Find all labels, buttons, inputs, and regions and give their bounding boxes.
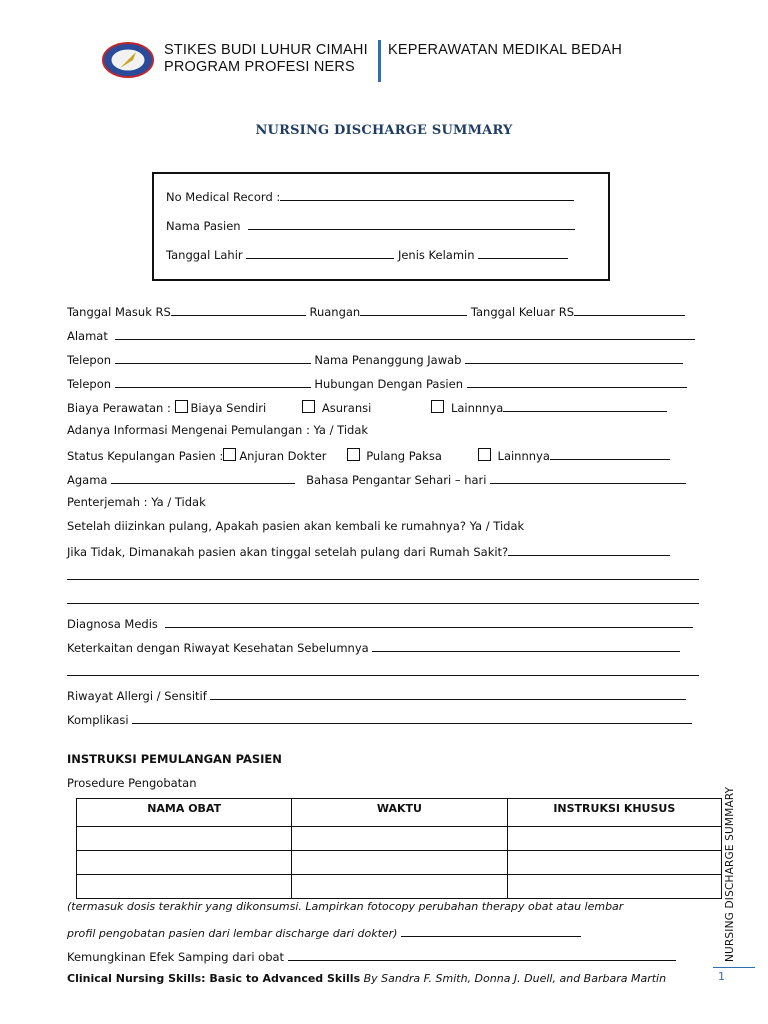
discharge-info-row <box>67 423 368 437</box>
table-row <box>77 827 722 851</box>
complication-label: Komplikasi <box>67 713 129 727</box>
cost-label: Biaya Perawatan : <box>67 401 171 415</box>
medication-note-line1: (termasuk dosis terakhir yang dikonsumsi. Lampirkan fotocopy perubahan therapy obat atau lembar <box>67 900 624 913</box>
side-label <box>724 786 738 962</box>
table-cell[interactable] <box>507 851 721 875</box>
discharge-info-text: Adanya Informasi Mengenai Pemulangan : Ya / Tidak <box>67 423 369 437</box>
address-row <box>67 327 695 343</box>
diagnosis-field[interactable] <box>165 615 693 628</box>
status-other-label: Lainnnya <box>497 449 550 463</box>
medication-note-row2 <box>67 924 581 940</box>
discharge-date-label: Tanggal Keluar RS <box>470 305 575 319</box>
table-cell[interactable] <box>77 875 292 899</box>
religion-field[interactable] <box>111 471 295 484</box>
admission-row <box>67 303 685 319</box>
cost-self-checkbox[interactable] <box>175 400 188 413</box>
phone2-row <box>67 375 687 391</box>
table-cell[interactable] <box>77 827 292 851</box>
column-header-time: WAKTU <box>292 799 507 827</box>
procedure-label: Prosedure Pengobatan <box>67 776 197 790</box>
return-home-row <box>67 519 524 533</box>
table-cell[interactable] <box>292 827 507 851</box>
address-field[interactable] <box>115 327 695 340</box>
guardian-label: Nama Penanggung Jawab <box>314 353 462 367</box>
if-not-row <box>67 543 670 559</box>
status-doctor-label: Anjuran Dokter <box>239 449 327 463</box>
phone2-field[interactable] <box>115 375 311 388</box>
cost-insurance-checkbox[interactable] <box>302 400 315 413</box>
discharge-status-row <box>67 447 670 463</box>
phone-row <box>67 351 683 367</box>
allergy-field[interactable] <box>210 687 686 700</box>
institution-name: STIKES BUDI LUHUR CIMAHI <box>164 42 368 58</box>
history-row <box>67 639 680 655</box>
phone-label: Telepon <box>67 353 112 367</box>
patient-name-row <box>166 217 575 233</box>
status-forced-label: Pulang Paksa <box>366 449 442 463</box>
if-not-label: Jika Tidak, Dimanakah pasien akan tinggal setelah pulang dari Rumah Sakit? <box>67 545 509 559</box>
medication-table <box>76 798 722 899</box>
religion-row <box>67 471 686 487</box>
guardian-field[interactable] <box>465 351 683 364</box>
interpreter-row <box>67 495 206 509</box>
patient-name-label: Nama Pasien <box>166 219 241 233</box>
cost-other-label: Lainnnya <box>450 401 504 415</box>
gender-label: Jenis Kelamin <box>397 248 475 262</box>
room-field[interactable] <box>360 303 467 316</box>
footer-citation <box>67 972 666 985</box>
table-cell[interactable] <box>292 851 507 875</box>
table-header-row <box>77 799 722 827</box>
discharge-status-label: Status Kepulangan Pasien : <box>67 449 224 463</box>
blank-line[interactable] <box>67 579 699 580</box>
allergy-label: Riwayat Allergi / Sensitif <box>67 689 207 703</box>
table-cell[interactable] <box>507 875 721 899</box>
relationship-label: Hubungan Dengan Pasien <box>314 377 463 391</box>
interpreter-text: Penterjemah : Ya / Tidak <box>67 495 206 509</box>
complication-field[interactable] <box>132 711 692 724</box>
instructions-heading: INSTRUKSI PEMULANGAN PASIEN <box>67 752 282 766</box>
table-row <box>77 875 722 899</box>
side-label-text: NURSING DISCHARGE SUMMARY <box>724 786 736 962</box>
medication-note-field[interactable] <box>401 924 581 937</box>
page-number: 1 <box>718 970 725 983</box>
header-divider <box>378 40 381 82</box>
side-effects-row <box>67 948 676 964</box>
birth-date-label: Tanggal Lahir <box>166 248 243 262</box>
footer-authors: By Sandra F. Smith, Donna J. Duell, and Barbara Martin <box>363 972 667 985</box>
admission-date-label: Tanggal Masuk RS <box>67 305 171 319</box>
blank-line[interactable] <box>67 675 699 676</box>
room-label: Ruangan <box>309 305 361 319</box>
table-cell[interactable] <box>507 827 721 851</box>
return-home-text: Setelah diizinkan pulang, Apakah pasien akan kembali ke rumahnya? Ya / Tidak <box>67 519 525 533</box>
history-field[interactable] <box>372 639 680 652</box>
logo <box>102 42 154 78</box>
history-label: Keterkaitan dengan Riwayat Kesehatan Sebelumnya <box>67 641 369 655</box>
medication-note-line2: profil pengobatan pasien dari lembar discharge dari dokter) <box>67 927 398 940</box>
birth-date-field[interactable] <box>246 246 394 259</box>
side-effects-field[interactable] <box>288 948 676 961</box>
relationship-field[interactable] <box>467 375 687 388</box>
complication-row <box>67 711 692 727</box>
medical-record-field[interactable] <box>280 188 574 201</box>
table-row <box>77 851 722 875</box>
language-field[interactable] <box>490 471 686 484</box>
address-label: Alamat <box>67 329 108 343</box>
program-name: PROGRAM PROFESI NERS <box>164 59 355 75</box>
page-title: NURSING DISCHARGE SUMMARY <box>255 123 513 138</box>
if-not-field[interactable] <box>508 543 670 556</box>
cost-self-label: Biaya Sendiri <box>190 401 267 415</box>
status-other-field[interactable] <box>550 447 670 460</box>
cost-insurance-label: Asuransi <box>321 401 372 415</box>
medical-record-label: No Medical Record : <box>166 190 281 204</box>
table-cell[interactable] <box>77 851 292 875</box>
cost-other-checkbox[interactable] <box>431 400 444 413</box>
phone-field[interactable] <box>115 351 311 364</box>
diagnosis-label: Diagnosa Medis <box>67 617 158 631</box>
cost-other-field[interactable] <box>503 399 667 412</box>
diagnosis-row <box>67 615 693 631</box>
patient-name-field[interactable] <box>248 217 575 230</box>
status-forced-checkbox[interactable] <box>347 448 360 461</box>
side-effects-label: Kemungkinan Efek Samping dari obat <box>67 950 285 964</box>
page-number-rule <box>713 967 755 968</box>
allergy-row <box>67 687 686 703</box>
column-header-medicine: NAMA OBAT <box>77 799 292 827</box>
admission-date-field[interactable] <box>171 303 306 316</box>
medical-record-row <box>166 188 574 204</box>
religion-label: Agama <box>67 473 108 487</box>
department-name: KEPERAWATAN MEDIKAL BEDAH <box>388 42 623 58</box>
discharge-date-field[interactable] <box>574 303 685 316</box>
blank-line[interactable] <box>67 603 699 604</box>
footer-book-title: Clinical Nursing Skills: Basic to Advanced Skills <box>67 972 361 985</box>
cost-row <box>67 399 667 415</box>
language-label: Bahasa Pengantar Sehari – hari <box>306 473 487 487</box>
status-other-checkbox[interactable] <box>478 448 491 461</box>
gender-field[interactable] <box>478 246 568 259</box>
status-doctor-checkbox[interactable] <box>223 448 236 461</box>
phone2-label: Telepon <box>67 377 112 391</box>
table-cell[interactable] <box>292 875 507 899</box>
column-header-instructions: INSTRUKSI KHUSUS <box>507 799 721 827</box>
birth-gender-row <box>166 246 568 262</box>
patient-box <box>152 172 610 281</box>
